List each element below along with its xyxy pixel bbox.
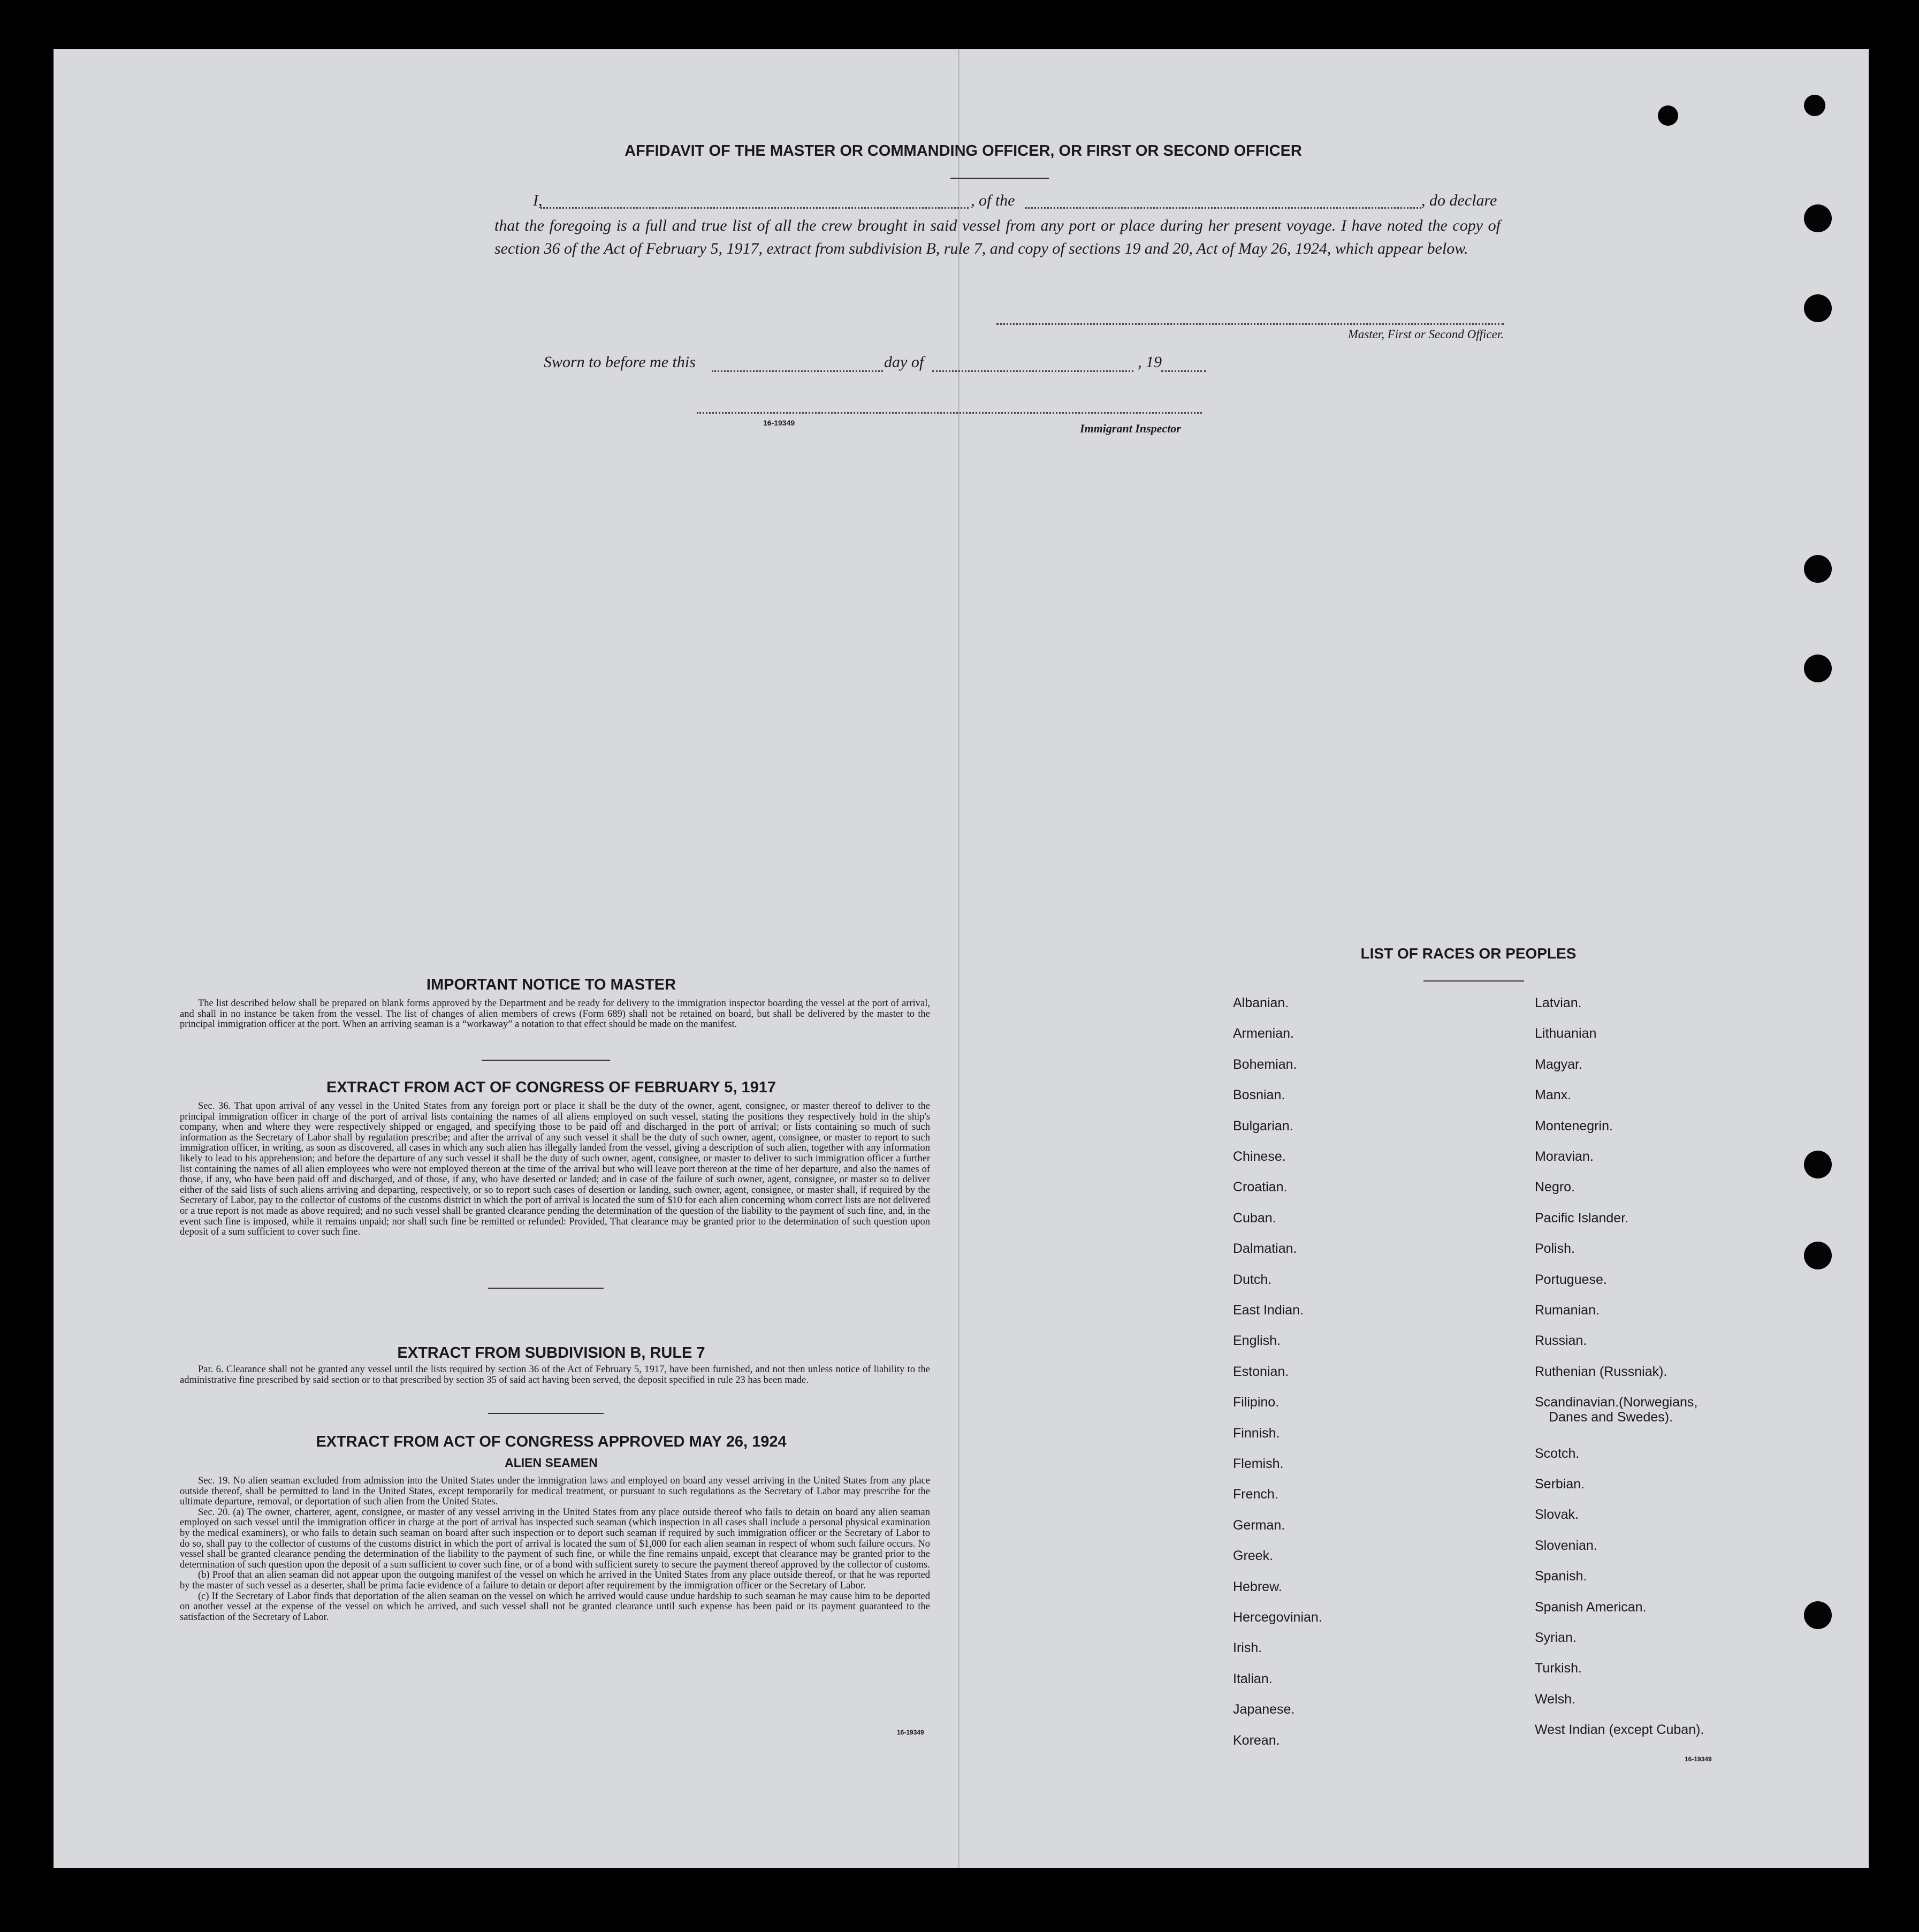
punch-hole — [1804, 1242, 1832, 1269]
race-item: English. — [1233, 1333, 1281, 1349]
sworn-year-blank — [1161, 370, 1206, 372]
race-item: Syrian. — [1535, 1630, 1577, 1645]
title-underline — [950, 178, 1049, 179]
alien-seamen-subtitle: ALIEN SEAMEN — [505, 1456, 598, 1470]
inspector-blank — [697, 412, 1202, 414]
vessel-blank — [1025, 207, 1421, 209]
punch-hole — [1658, 105, 1678, 126]
race-item: Croatian. — [1233, 1180, 1288, 1195]
punch-hole — [1804, 294, 1832, 322]
race-item: Bulgarian. — [1233, 1118, 1293, 1134]
rule7-text — [180, 1365, 930, 1386]
race-item: German. — [1233, 1517, 1285, 1533]
race-item: Hebrew. — [1233, 1579, 1282, 1594]
race-item: Bosnian. — [1233, 1087, 1285, 1103]
race-item: French. — [1233, 1487, 1278, 1502]
race-item: Moravian. — [1535, 1149, 1594, 1164]
sworn-day: day of — [884, 353, 924, 371]
notice-text — [180, 999, 930, 1030]
race-item: Filipino. — [1233, 1395, 1280, 1410]
divider — [488, 1413, 604, 1414]
signature-label: Master, First or Second Officer. — [1347, 328, 1504, 341]
rule7-title: EXTRACT FROM SUBDIVISION B, RULE 7 — [397, 1344, 705, 1361]
extract-1924-text — [180, 1476, 930, 1623]
declaration-paragraph: that the foregoing is a full and true list of all the crew brought in said vessel from any port or place during her present voyage. I have noted the copy of section 36 of the Act of February 5, 1917, extract from subdivision B, rule 7, and copy of sections 19 and 20, Act of May 26, 1924, which appear below. — [494, 217, 1501, 257]
signature-blank — [996, 323, 1504, 325]
punch-hole — [1804, 655, 1832, 682]
sec36-paragraph: Sec. 36. That upon arrival of any vessel in the United States from any foreign port or place it shall be the duty of the owner, agent, consignee, or master thereof to deliver to the principal immigration officer in charge of the port of arrival lists containing the names of all aliens employed on such vessel, stating the positions they respectively hold in the ship's company, when and where they were respectively shipped or engaged, and specifying those to be paid off and discharged in the port of arrival; or lists containing so much of such information as the Secretary of Labor shall by regulation prescribe; and after the arrival of any such vessel it shall be the duty of such owner, agent, consignee, or master to report to such immigration officer, in writing, as soon as discovered, all cases in which any such alien has illegally landed from the vessel, giving a description of such alien, together with any information likely to lead to his apprehension; and before the departure of any such vessel it shall be the duty of such owner, agent, consignee, or master to deliver to such immigration officer a further list containing the names of all alien employees who were not employed thereon at the time of the arrival but who will leave port thereon at the time of her departure, and also the names of those, if any, who have been paid off and discharged, and of those, if any, who have deserted or landed; and in case of the failure of such owner, agent, consignee, or master so to deliver either of the said lists of such aliens arriving and departing, respectively, or so to report such cases of desertion or landing, such owner, agent, consignee, or master shall, if required by the Secretary of Labor, pay to the collector of customs of the customs district in which the port of arrival is located the sum of $10 for each alien concerning whom correct lists are not delivered or a true report is not made as above required; and no such vessel shall be granted clearance pending the determination of the question of the liability to the payment of such fine, and, in the event such fine is imposed, while it remains unpaid; nor shall such fine be remitted or refunded: Provided, That clearance may be granted prior to the determination of such question upon deposit of a sum sufficient to cover such fine. — [180, 1101, 930, 1238]
line1-mid: , of the — [971, 192, 1015, 209]
race-item: Lithuanian — [1535, 1026, 1597, 1041]
race-item: Polish. — [1535, 1241, 1575, 1257]
race-item: Japanese. — [1233, 1702, 1295, 1717]
race-item: Italian. — [1233, 1671, 1273, 1686]
races-title: LIST OF RACES OR PEOPLES — [1360, 945, 1577, 962]
race-item: Scotch. — [1535, 1446, 1580, 1461]
race-item: Montenegrin. — [1535, 1118, 1613, 1134]
divider — [482, 1060, 610, 1061]
race-item: Chinese. — [1233, 1149, 1286, 1164]
race-item: Negro. — [1535, 1180, 1575, 1195]
race-item: Korean. — [1233, 1732, 1280, 1748]
race-item: Latvian. — [1535, 995, 1582, 1010]
punch-hole — [1804, 204, 1832, 232]
divider — [488, 1288, 604, 1289]
race-item: Spanish American. — [1535, 1599, 1647, 1615]
sec20b-paragraph: (b) Proof that an alien seaman did not appear upon the outgoing manifest of the vessel on which he arrived in the United States from any place outside thereof, or that he was reported by the master of such vessel as a deserter, shall be prima facie evidence of a failure to detain or deport after requirement by the immigration officer or the Secretary of Labor. — [180, 1570, 930, 1591]
race-item: Bohemian. — [1233, 1056, 1297, 1072]
extract-form-number: 16-19349 — [897, 1729, 924, 1736]
race-item: Russian. — [1535, 1333, 1587, 1349]
punch-hole — [1804, 1151, 1832, 1178]
race-item: Welsh. — [1535, 1691, 1575, 1707]
race-item: Manx. — [1535, 1087, 1572, 1103]
sworn-month-blank — [932, 370, 1133, 372]
race-item: Turkish. — [1535, 1661, 1582, 1676]
race-item: Danes and Swedes). — [1549, 1410, 1673, 1425]
line1-suffix: , do declare — [1421, 192, 1497, 209]
notice-paragraph: The list described below shall be prepared on blank forms approved by the Department and be ready for delivery to the immigration inspector boarding the vessel at the port of arrival, and shall in no instance be taken from the vessel. The list of changes of alien members of crews (Form 689) shall not be retained on board, but shall be delivered by the master to the principal immigration officer at the port. When an arriving seaman is a “workaway” a notation to that effect should be made on the manifest. — [180, 998, 930, 1030]
race-item: Pacific Islander. — [1535, 1210, 1629, 1226]
notice-title: IMPORTANT NOTICE TO MASTER — [426, 976, 676, 993]
affidavit-form-number: 16-19349 — [763, 419, 795, 427]
race-item: Spanish. — [1535, 1569, 1587, 1584]
race-item: Greek. — [1233, 1548, 1274, 1564]
race-item: Dutch. — [1233, 1272, 1272, 1287]
inspector-label: Immigrant Inspector — [1080, 422, 1181, 435]
race-item: Hercegovinian. — [1233, 1610, 1322, 1625]
race-item: West Indian (except Cuban). — [1535, 1722, 1704, 1738]
race-item: Albanian. — [1233, 995, 1289, 1010]
extract-1917-text — [180, 1101, 930, 1238]
sworn-day-blank — [712, 370, 883, 372]
race-item: Cuban. — [1233, 1210, 1276, 1226]
race-item: Portuguese. — [1535, 1272, 1607, 1287]
par6-paragraph: Par. 6. Clearance shall not be granted any vessel until the lists required by section 36 of the Act of February 5, 1917, have been furnished, and not then unless notice of liability to the administrative fine prescribed by said section or to that prescribed by section 35 of said act having been served, the deposit specified in rule 23 has been made. — [180, 1364, 930, 1386]
sec20c-paragraph: (c) If the Secretary of Labor finds that deportation of the alien seaman on the vessel on which he arrived would cause undue hardship to such seaman he may cause him to be deported on another vessel at the expense of the vessel on which he arrived, and such vessel shall not be granted clearance until such expense has been paid or its payment guaranteed to the satisfaction of the Secretary of Labor. — [180, 1591, 930, 1623]
race-item: Armenian. — [1233, 1026, 1294, 1041]
race-item: Dalmatian. — [1233, 1241, 1297, 1257]
sworn-year: , 19 — [1138, 353, 1162, 371]
extract-1917-title: EXTRACT FROM ACT OF CONGRESS OF FEBRUARY 5, 1917 — [326, 1079, 776, 1096]
punch-hole — [1804, 555, 1832, 583]
race-item: East Indian. — [1233, 1303, 1304, 1318]
race-item: Slovak. — [1535, 1507, 1579, 1523]
race-item: Estonian. — [1233, 1364, 1289, 1379]
races-form-number: 16-19349 — [1685, 1755, 1712, 1763]
sec19-paragraph: Sec. 19. No alien seaman excluded from admission into the United States under the immigration laws and employed on board any vessel arriving in the United States from any place outside thereof, shall be permitted to land in the United States, except temporarily for medical treatment, or pursuant to such regulations as the Secretary of Labor may prescribe for the ultimate departure, removal, or deportation of such alien from the United States. — [180, 1475, 930, 1508]
punch-hole — [1804, 95, 1825, 116]
race-item: Ruthenian (Russniak). — [1535, 1364, 1667, 1379]
extract-1924-title: EXTRACT FROM ACT OF CONGRESS APPROVED MAY 26, 1924 — [316, 1433, 787, 1450]
races-title-underline — [1423, 980, 1524, 982]
race-item: Serbian. — [1535, 1477, 1585, 1492]
race-item: Flemish. — [1233, 1456, 1284, 1471]
sworn-line — [544, 353, 1239, 375]
center-fold — [958, 49, 960, 1868]
declaration-line — [533, 192, 1504, 213]
sec20a-paragraph: Sec. 20. (a) The owner, charterer, agent, consignee, or master of any vessel arriving in the United States from any place outside thereof who fails to detain on board any alien seaman employed on such vessel until the immigration officer in charge at the port of arrival has inspected such seaman (which inspection in all cases shall include a personal physical examination by the medical examiners), or who fails to detain such seaman on board after such inspection or to deport such seaman if required by such immigration officer or the Secretary of Labor to do so, shall pay to the collector of customs of the customs district in which the port of arrival is located the sum of $1,000 for each alien seaman in respect of whom such failure occurs. No vessel shall be granted clearance pending the determination of the liability to the payment of such fine, or while the fine remains unpaid, except that clearance may be granted prior to the determination of such question upon the deposit of a sum sufficient to cover such fine, or of a bond with sufficient surety to secure the payment thereof approved by the collector of customs. — [180, 1507, 930, 1570]
name-blank — [540, 207, 969, 209]
race-item: Irish. — [1233, 1640, 1262, 1656]
race-item: Finnish. — [1233, 1425, 1280, 1441]
sworn-prefix: Sworn to before me this — [544, 353, 696, 371]
affidavit-title: AFFIDAVIT OF THE MASTER OR COMMANDING OFFICER, OR FIRST OR SECOND OFFICER — [625, 142, 1302, 159]
race-item: Slovenian. — [1535, 1538, 1597, 1553]
punch-hole — [1804, 1601, 1832, 1629]
race-item: Rumanian. — [1535, 1303, 1600, 1318]
race-item: Magyar. — [1535, 1056, 1582, 1072]
line1-prefix: I, — [533, 192, 543, 209]
race-item: Scandinavian.(Norwegians, — [1535, 1395, 1698, 1410]
